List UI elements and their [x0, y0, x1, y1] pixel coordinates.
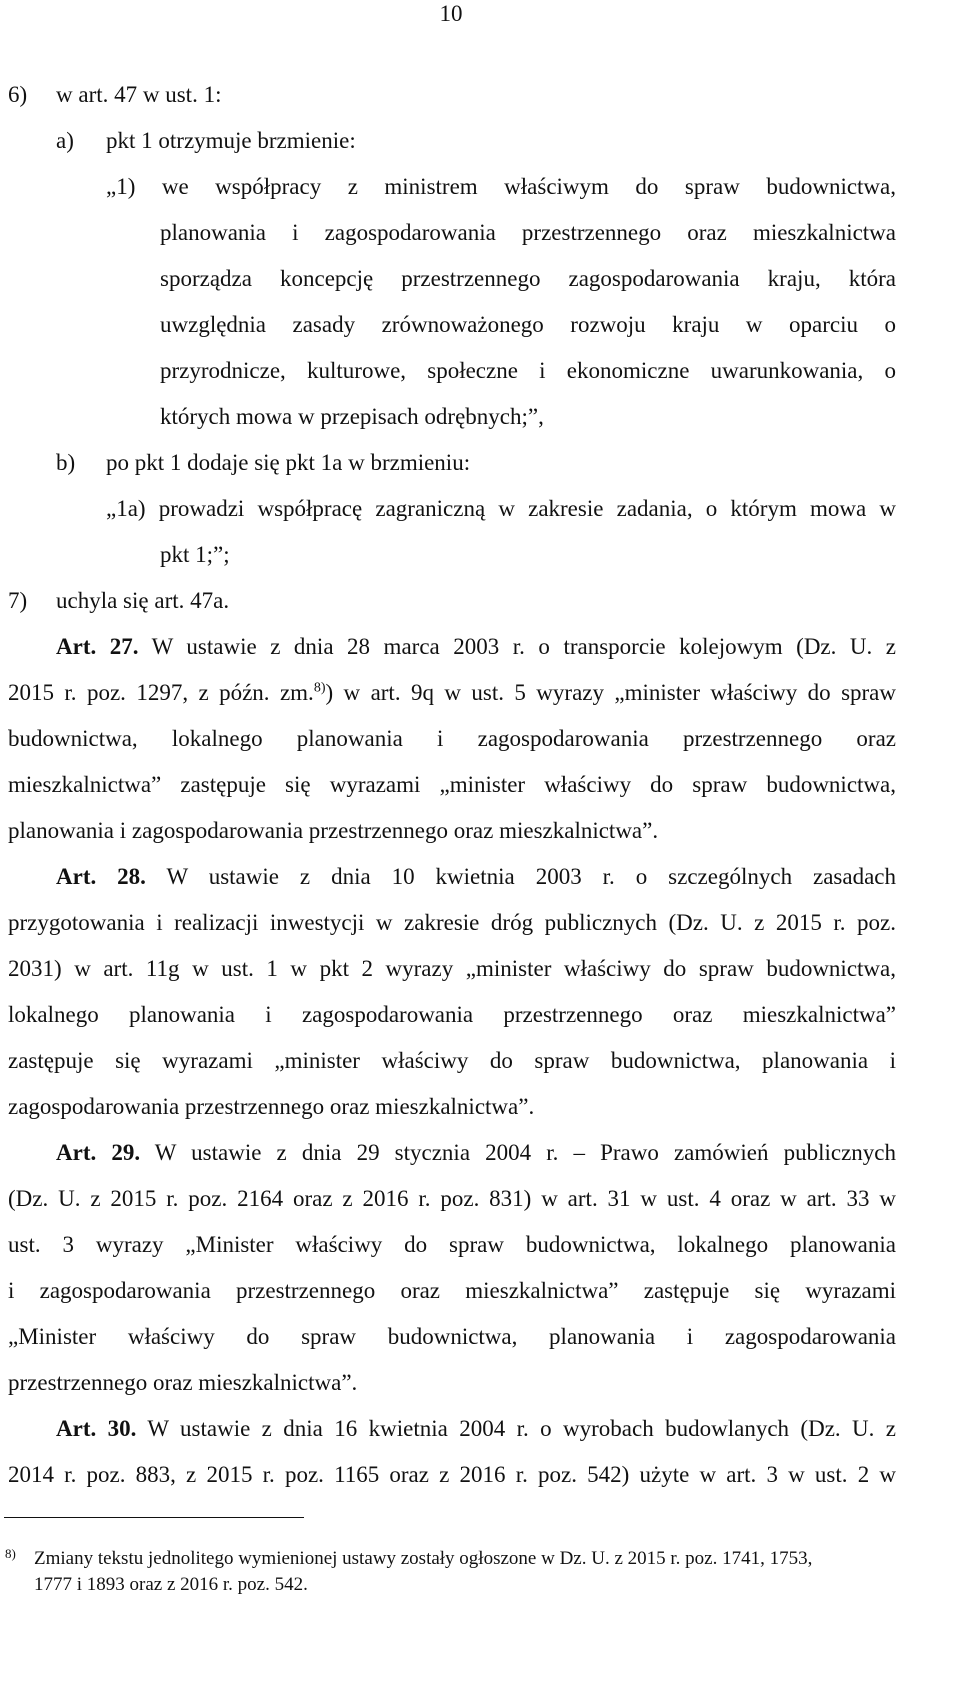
article-27-line: planowania i zagospodarowania przestrzennego oraz mieszkalnictwa”. [8, 818, 659, 843]
list-letter: b) [56, 450, 76, 475]
article-27-line: mieszkalnictwa” zastępuje się wyrazami „minister właściwy do spraw budownictwa, [8, 772, 896, 797]
article-heading: Art. 27. [56, 634, 139, 659]
article-29-line: (Dz. U. z 2015 r. poz. 2164 oraz z 2016 r. poz. 831) w art. 31 w ust. 4 oraz w art. 33 w [8, 1186, 896, 1211]
quote-line: planowania i zagospodarowania przestrzennego oraz mieszkalnictwa [160, 220, 896, 245]
quote-line: uwzględnia zasady zrównoważonego rozwoju kraju w oparciu o [160, 312, 896, 337]
article-28-line: przygotowania i realizacji inwestycji w zakresie dróg publicznych (Dz. U. z 2015 r. poz. [8, 910, 896, 935]
footnote-text: 1777 i 1893 oraz z 2016 r. poz. 542. [34, 1574, 308, 1595]
article-27-line: Art. 27. W ustawie z dnia 28 marca 2003 r. o transporcie kolejowym (Dz. U. z [56, 634, 896, 659]
article-heading: Art. 29. [56, 1140, 141, 1165]
article-29-line: Art. 29. W ustawie z dnia 29 stycznia 2004 r. – Prawo zamówień publicznych [56, 1140, 896, 1165]
article-28-line: 2031) w art. 11g w ust. 1 w pkt 2 wyrazy „minister właściwy do spraw budownictwa, [8, 956, 896, 981]
article-27-line: 2015 r. poz. 1297, z późn. zm.$^{8)}$) w art. 9q w ust. 5 wyrazy „minister właściwy do spraw [8, 680, 896, 705]
quote-line: pkt 1;”; [160, 542, 230, 567]
footnote-text: Zmiany tekstu jednolitego wymienionej ustawy zostały ogłoszone w Dz. U. z 2015 r. poz. 1741, 1753, [34, 1548, 813, 1569]
article-30-line: 2014 r. poz. 883, z 2015 r. poz. 1165 oraz z 2016 r. poz. 542) użyte w art. 3 w ust. 2 w [8, 1462, 896, 1487]
article-28-line: lokalnego planowania i zagospodarowania przestrzennego oraz mieszkalnictwa” [8, 1002, 896, 1027]
quote-line: których mowa w przepisach odrębnych;”, [160, 404, 544, 429]
article-29-line: przestrzennego oraz mieszkalnictwa”. [8, 1370, 358, 1395]
article-29-line: i zagospodarowania przestrzennego oraz mieszkalnictwa” zastępuje się wyrazami [8, 1278, 896, 1303]
list-item-text: pkt 1 otrzymuje brzmienie: [106, 128, 356, 153]
list-letter: a) [56, 128, 74, 153]
article-28-line: zastępuje się wyrazami „minister właściwy do spraw budownictwa, planowania i [8, 1048, 896, 1073]
article-heading: Art. 28. [56, 864, 146, 889]
article-28-line: Art. 28. W ustawie z dnia 10 kwietnia 2003 r. o szczególnych zasadach [56, 864, 897, 889]
article-28-line: zagospodarowania przestrzennego oraz mieszkalnictwa”. [8, 1094, 535, 1119]
quote-line: „1) we współpracy z ministrem właściwym do spraw budownictwa, [106, 174, 896, 199]
quote-line: „1a) prowadzi współpracę zagraniczną w zakresie zadania, o którym mowa w [106, 496, 896, 521]
article-29-line: ust. 3 wyrazy „Minister właściwy do spraw budownictwa, lokalnego planowania [8, 1232, 896, 1257]
quote-line: sporządza koncepcję przestrzennego zagospodarowania kraju, która [160, 266, 896, 291]
list-number: 7) [8, 588, 28, 613]
quote-line: przyrodnicze, kulturowe, społeczne i ekonomiczne uwarunkowania, o [160, 358, 896, 383]
footnote-reference: 8) [313, 680, 326, 696]
list-item-text: po pkt 1 dodaje się pkt 1a w brzmieniu: [106, 450, 471, 475]
footnote-mark: 8) [5, 1546, 16, 1561]
article-29-line: „Minister właściwy do spraw budownictwa, planowania i zagospodarowania [8, 1324, 896, 1349]
footnote-separator [4, 1517, 304, 1518]
article-heading: Art. 30. [56, 1416, 137, 1441]
article-27-line: budownictwa, lokalnego planowania i zagospodarowania przestrzennego oraz [8, 726, 896, 751]
list-item-text: w art. 47 w ust. 1: [56, 82, 222, 107]
list-item-text: uchyla się art. 47a. [56, 588, 230, 613]
article-30-line: Art. 30. W ustawie z dnia 16 kwietnia 2004 r. o wyrobach budowlanych (Dz. U. z [56, 1416, 896, 1441]
list-number: 6) [8, 82, 28, 107]
page-number: 10 [439, 1, 463, 26]
